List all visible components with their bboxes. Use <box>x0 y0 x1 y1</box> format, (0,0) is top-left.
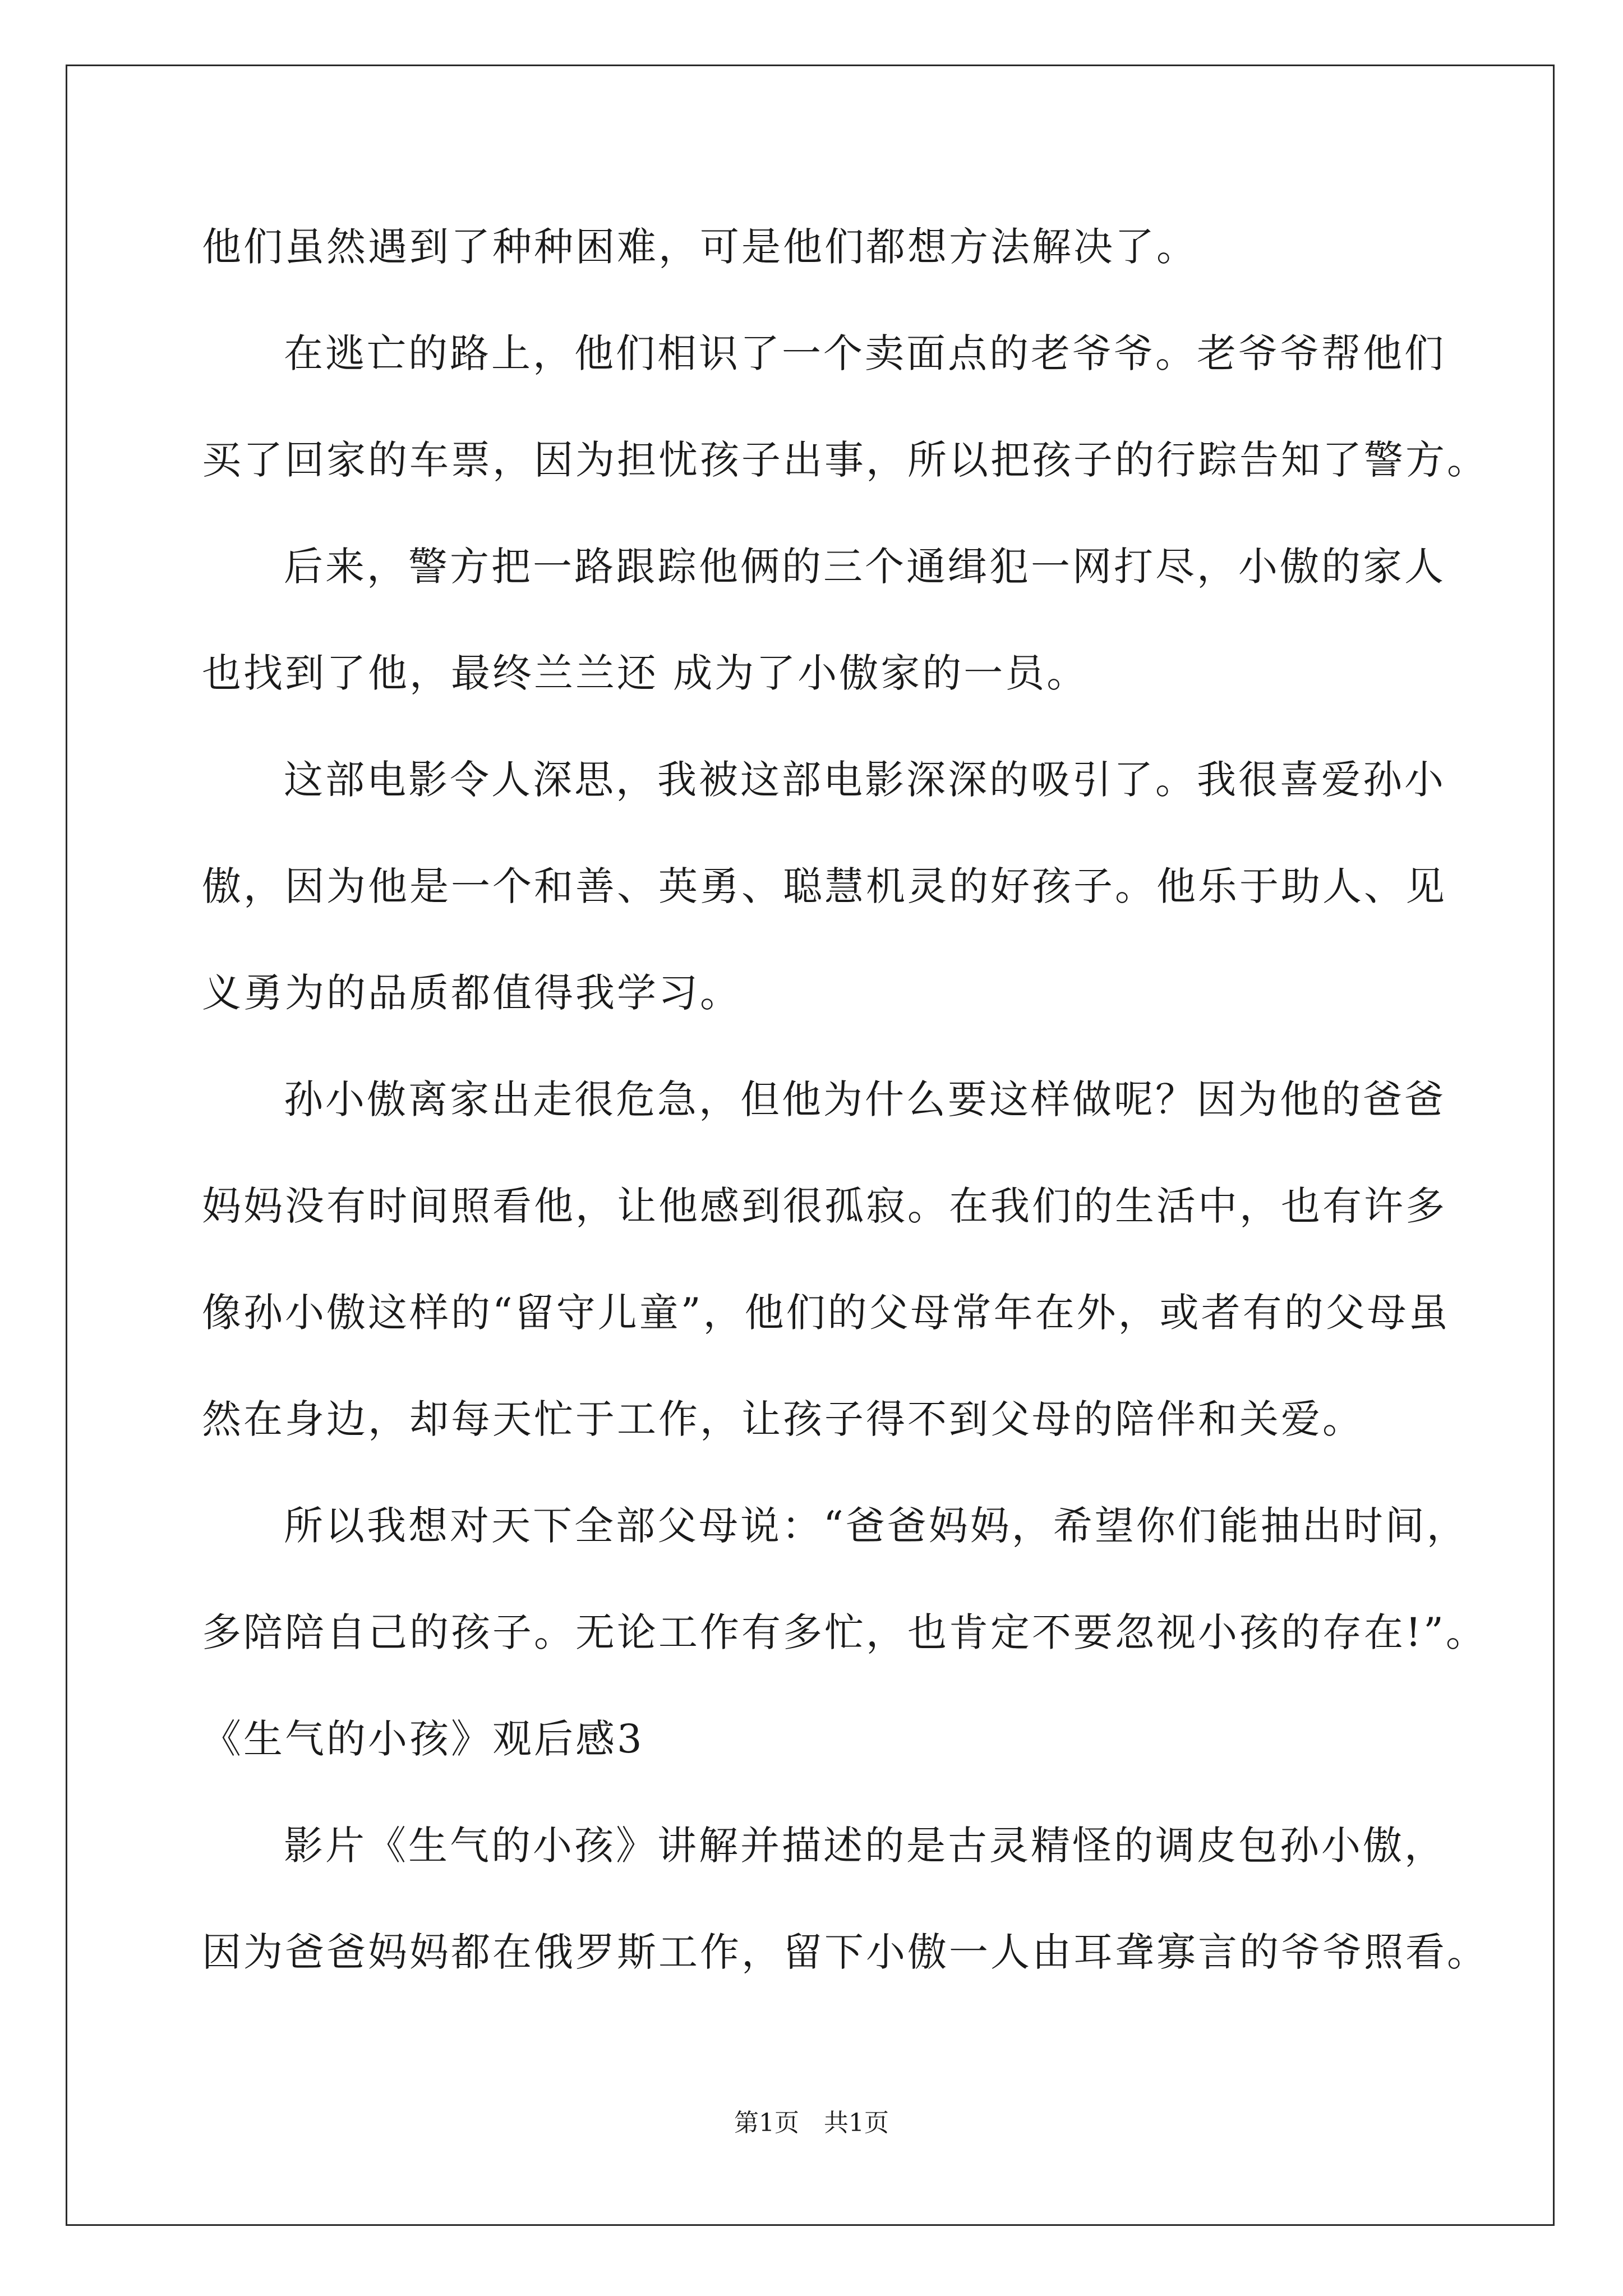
text-line: 他们虽然遇到了种种困难，可是他们都想方法解决了。 <box>202 224 1198 270</box>
paragraph-line: 孙小傲离家出走很危急，但他为什么要这样做呢？因为他的爸爸 <box>284 1076 1446 1122</box>
page-footer <box>0 2106 1623 2140</box>
paragraph-line: 所以我想对天下全部父母说：“爸爸妈妈，希望你们能抽出时间， <box>284 1503 1468 1549</box>
page-border <box>66 65 1555 2226</box>
text-line: 也找到了他，最终兰兰还 成为了小傲家的一员。 <box>202 650 1089 696</box>
text-line: 妈妈没有时间照看他，让他感到很孤寂。在我们的生活中，也有许多 <box>202 1183 1447 1229</box>
text-line: 多陪陪自己的孩子。无论工作有多忙，也肯定不要忽视小孩的存在!”。 <box>202 1609 1487 1655</box>
text-line: 傲，因为他是一个和善、英勇、聪慧机灵的好孩子。他乐于助人、见 <box>202 863 1447 909</box>
paragraph-line: 在逃亡的路上，他们相识了一个卖面点的老爷爷。老爷爷帮他们 <box>284 330 1446 376</box>
text-line: 然在身边，却每天忙于工作，让孩子得不到父母的陪伴和关爱。 <box>202 1396 1364 1442</box>
text-line: 像孙小傲这样的“留守儿童”，他们的父母常年在外，或者有的父母虽 <box>202 1290 1450 1336</box>
paragraph-line: 这部电影令人深思，我被这部电影深深的吸引了。我很喜爱孙小 <box>284 757 1446 803</box>
text-line: 义勇为的品质都值得我学习。 <box>202 970 741 1016</box>
paragraph-line: 影片《生气的小孩》讲解并描述的是古灵精怪的调皮包孙小傲， <box>284 1823 1446 1869</box>
page-total: 共1页 <box>824 2109 889 2137</box>
section-heading: 《生气的小孩》观后感3 <box>202 1716 644 1762</box>
paragraph-line: 后来，警方把一路跟踪他俩的三个通缉犯一网打尽，小傲的家人 <box>284 544 1446 590</box>
page-number: 第1页 <box>734 2109 799 2137</box>
text-line: 买了回家的车票，因为担忧孩子出事，所以把孩子的行踪告知了警方。 <box>202 437 1488 483</box>
text-line: 因为爸爸妈妈都在俄罗斯工作，留下小傲一人由耳聋寡言的爷爷照看。 <box>202 1929 1488 1975</box>
